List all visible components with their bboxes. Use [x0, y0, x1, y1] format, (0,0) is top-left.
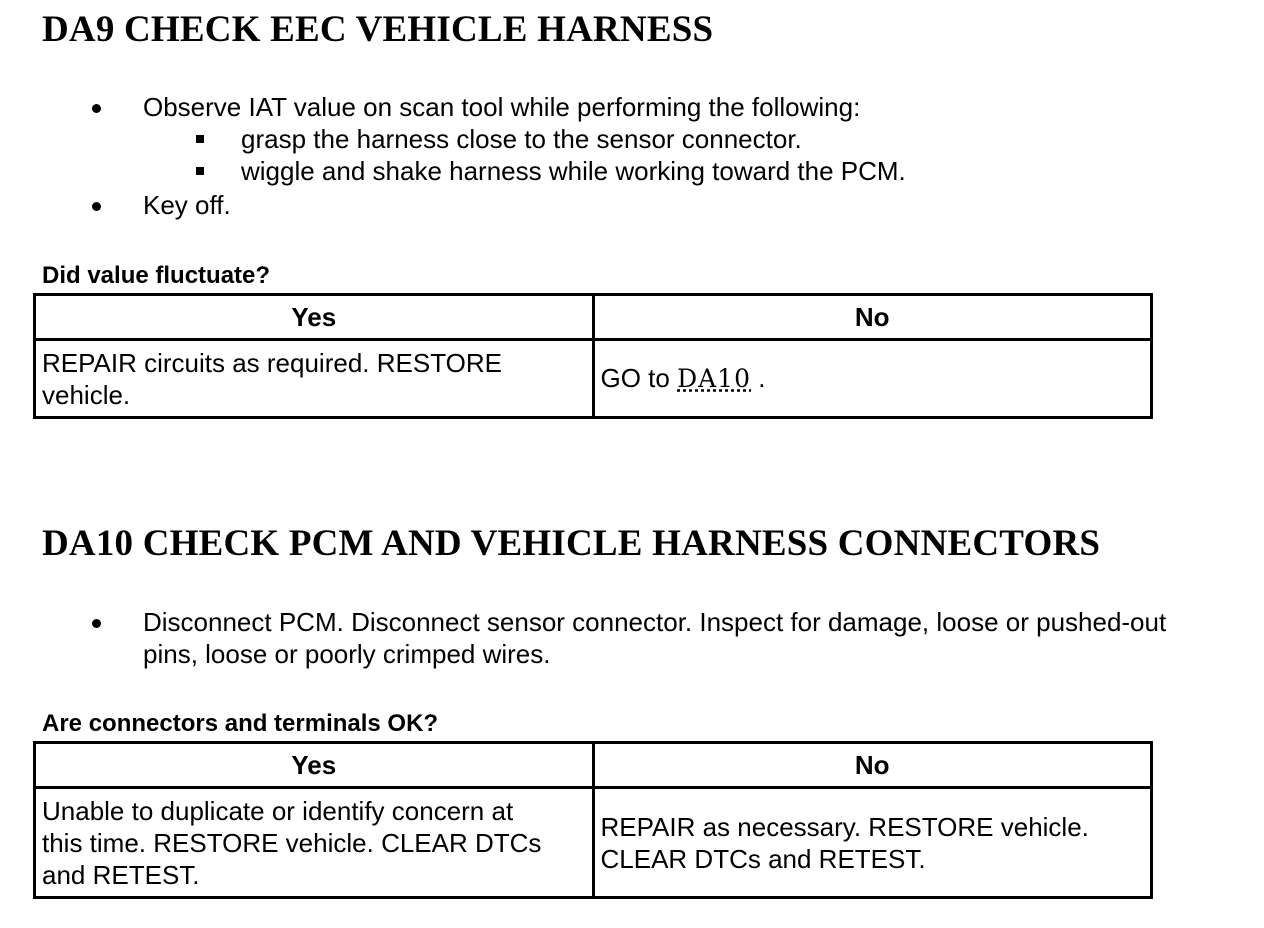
yes-header: Yes [35, 743, 594, 788]
table-row [35, 340, 1152, 418]
bullet-dot-icon [92, 619, 101, 628]
step-list-da9 [0, 91, 906, 221]
bullet-square-icon [196, 135, 204, 143]
step-line: pins, loose or poorly crimped wires. [143, 639, 551, 669]
substep-text: grasp the harness close to the sensor connector. [241, 124, 802, 154]
no-cell [593, 340, 1152, 418]
question-da9: Did value fluctuate? [42, 262, 271, 289]
table-row [35, 788, 1152, 898]
cell-line: this time. RESTORE vehicle. CLEAR DTCs [42, 827, 542, 858]
answer-table-da10 [33, 741, 1153, 899]
step-key-off [0, 189, 906, 221]
question-da10: Are connectors and terminals OK? [42, 710, 439, 737]
table-header-row [35, 743, 1152, 788]
step-observe-iat [0, 91, 906, 123]
table-header-row [35, 295, 1152, 340]
yes-header: Yes [35, 295, 594, 340]
section-title-da9: DA9 CHECK EEC VEHICLE HARNESS [42, 9, 714, 50]
cell-line: REPAIR as necessary. RESTORE vehicle. [600, 811, 1089, 842]
cell-line: Unable to duplicate or identify concern at [42, 795, 514, 826]
yes-cell [35, 340, 594, 418]
no-header: No [593, 295, 1152, 340]
da10-link[interactable]: DA10 [677, 364, 751, 393]
step-text: Key off. [143, 190, 231, 220]
step-disconnect-pcm [0, 606, 1166, 670]
cell-line: CLEAR DTCs and RETEST. [600, 843, 926, 874]
yes-cell [35, 788, 594, 898]
bullet-dot-icon [92, 202, 101, 211]
step-text: Observe IAT value on scan tool while performing the following: [143, 92, 861, 122]
cell-line: and RETEST. [42, 859, 200, 890]
cell-line: vehicle. [42, 379, 131, 410]
bullet-square-icon [196, 167, 204, 175]
substep-wiggle-harness [0, 155, 906, 187]
cell-line: REPAIR circuits as required. RESTORE [42, 347, 502, 378]
step-line: Disconnect PCM. Disconnect sensor connector. Inspect for damage, loose or pushed-out [143, 607, 1167, 637]
go-to-suffix: . [751, 363, 766, 393]
go-to-text: GO to [600, 363, 678, 393]
no-header: No [593, 743, 1152, 788]
bullet-dot-icon [92, 104, 101, 113]
substep-grasp-harness [0, 123, 906, 155]
section-title-da10: DA10 CHECK PCM AND VEHICLE HARNESS CONNECTORS [42, 523, 1101, 564]
answer-table-da9 [33, 293, 1153, 419]
substep-text: wiggle and shake harness while working toward the PCM. [241, 156, 906, 186]
step-list-da10 [0, 606, 1166, 670]
no-cell [593, 788, 1152, 898]
